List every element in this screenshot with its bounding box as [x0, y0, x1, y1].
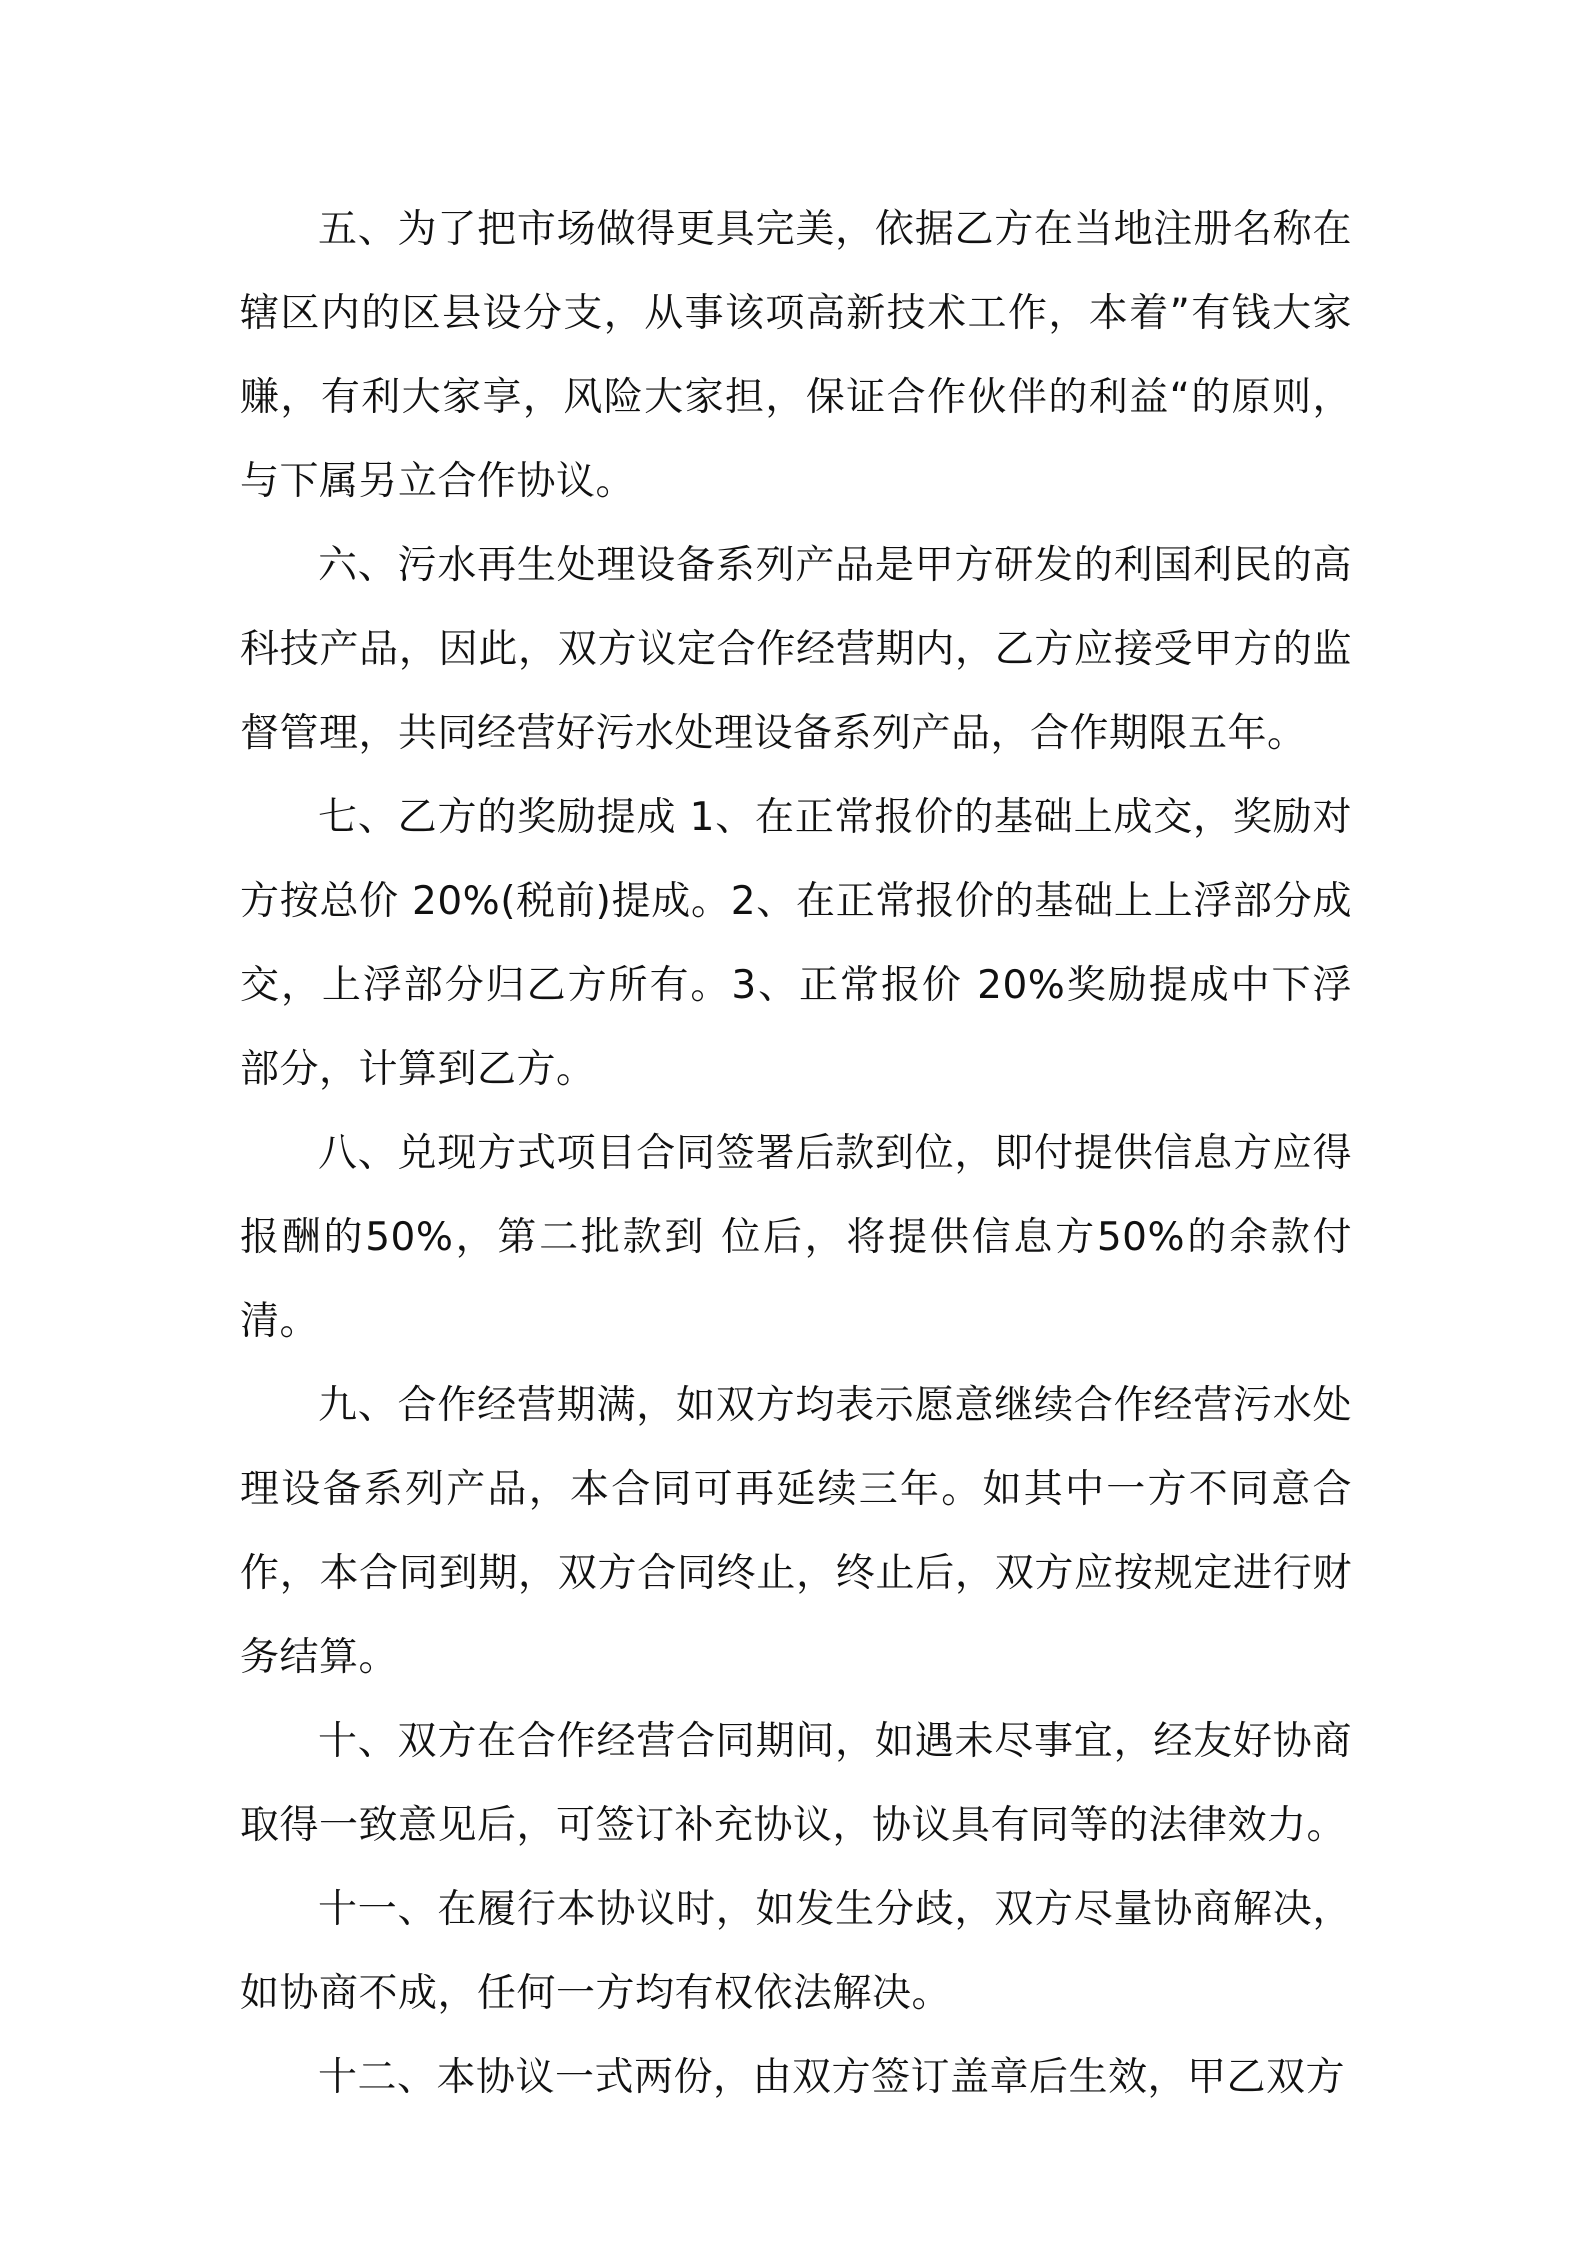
clause-8-paragraph: 八、兑现方式项目合同签署后款到位，即付提供信息方应得报酬的50%，第二批款到 位后，将提供信息方50%的余款付清。 [240, 1131, 1352, 1344]
clause-7-paragraph: 七、乙方的奖励提成 1、在正常报价的基础上成交，奖励对方按总价 20%(税前)提成。2、在正常报价的基础上上浮部分成交，上浮部分归乙方所有。3、正常报价 20%奖励提成中下浮部分，计算到乙方。 [240, 795, 1352, 1092]
clause-10-paragraph: 十、双方在合作经营合同期间，如遇未尽事宜，经友好协商取得一致意见后，可签订补充协议，协议具有同等的法律效力。 [240, 1719, 1352, 1848]
clause-9-paragraph: 九、合作经营期满，如双方均表示愿意继续合作经营污水处理设备系列产品，本合同可再延续三年。如其中一方不同意合作，本合同到期，双方合同终止，终止后，双方应按规定进行财务结算。 [240, 1383, 1352, 1680]
clause-5-paragraph: 五、为了把市场做得更具完美，依据乙方在当地注册名称在辖区内的区县设分支，从事该项高新技术工作，本着”有钱大家赚，有利大家享，风险大家担，保证合作伙伴的利益“的原则，与下属另立合作协议。 [240, 207, 1352, 504]
clause-11-paragraph: 十一、在履行本协议时，如发生分歧，双方尽量协商解决，如协商不成，任何一方均有权依法解决。 [240, 1887, 1352, 2016]
clause-6-paragraph: 六、污水再生处理设备系列产品是甲方研发的利国利民的高科技产品，因此，双方议定合作经营期内，乙方应接受甲方的监督管理，共同经营好污水处理设备系列产品，合作期限五年。 [240, 543, 1352, 756]
clause-12-paragraph: 十二、本协议一式两份，由双方签订盖章后生效，甲乙双方 [318, 2055, 1346, 2100]
document-body [240, 188, 1352, 2120]
